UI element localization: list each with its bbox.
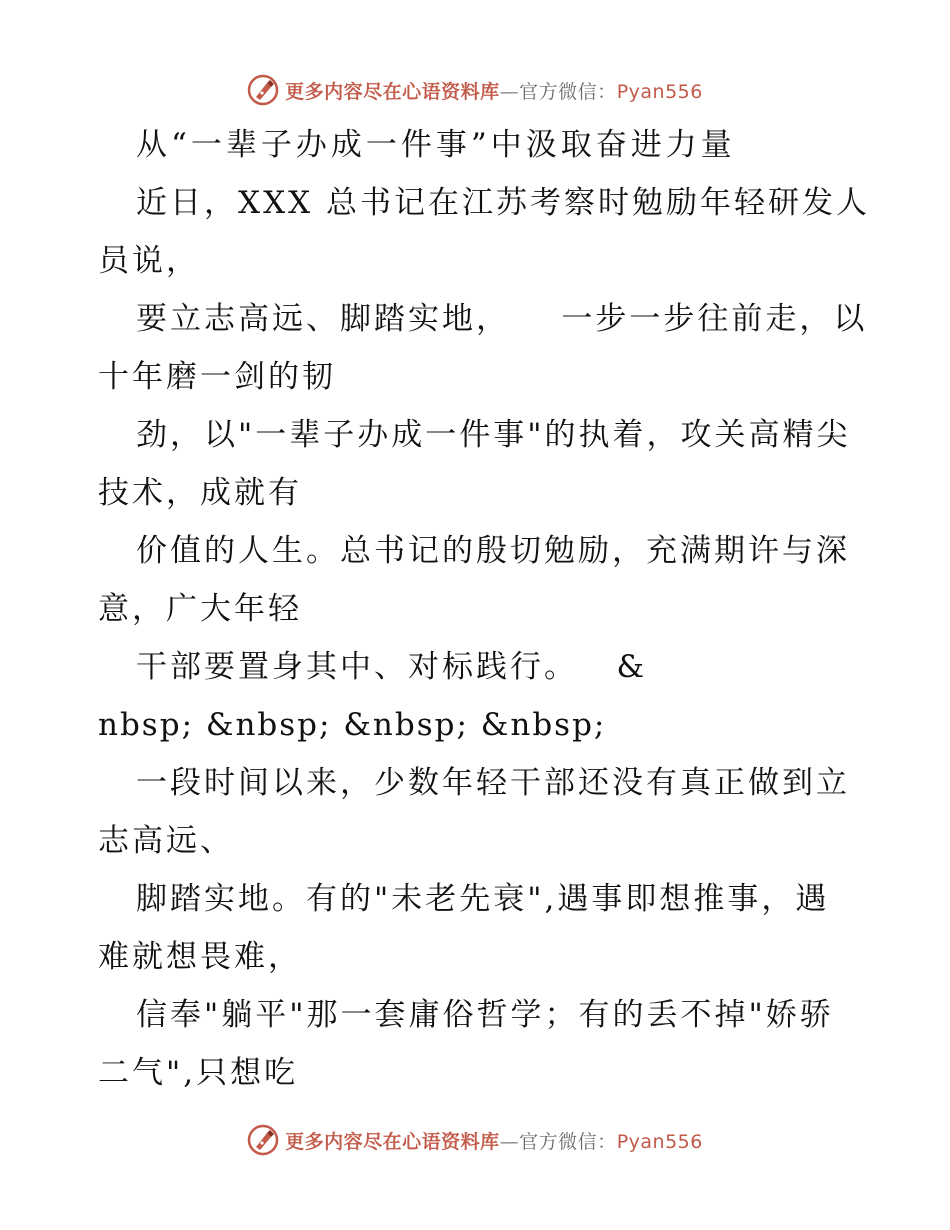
paragraph-line: 劲，以"一辈子办成一件事"的执着，攻关高精尖 (136, 417, 851, 453)
pen-nib-logo-icon (247, 1124, 279, 1156)
watermark-slogan: 更多内容尽在心语资料库 (285, 80, 500, 103)
watermark-dash: — (499, 80, 520, 103)
paragraph-line: 价值的人生。总书记的殷切勉励，充满期许与深 (136, 533, 850, 569)
watermark-wechat-label: 官方微信： (519, 1130, 617, 1153)
pen-nib-logo-icon (247, 74, 279, 106)
document-title: 从“一辈子办成一件事”中汲取奋进力量 (136, 127, 736, 163)
watermark-slogan: 更多内容尽在心语资料库 (285, 1130, 500, 1153)
paragraph-line: 脚踏实地。有的"未老先衰",遇事即想推事，遇 (136, 881, 830, 917)
paragraph-line: 技术，成就有 (98, 475, 302, 511)
paragraph-line: 十年磨一剑的韧 (98, 359, 336, 395)
paragraph-line: 员说， (98, 243, 200, 279)
paragraph-line: 志高远、 (98, 823, 234, 859)
watermark-text (285, 1127, 703, 1154)
paragraph-line: 干部要置身其中、对标践行。 & (136, 649, 648, 685)
watermark-text (285, 77, 703, 104)
watermark-wechat-id: Pyan556 (616, 80, 703, 103)
header-watermark (0, 70, 950, 110)
paragraph-line: 一段时间以来，少数年轻干部还没有真正做到立 (136, 765, 850, 801)
paragraph-line: 要立志高远、脚踏实地， 一步一步往前走，以 (136, 301, 868, 337)
paragraph-line: 二气",只想吃 (98, 1055, 299, 1091)
watermark-dash: — (499, 1130, 520, 1153)
paragraph-line: 近日，XXX 总书记在江苏考察时勉励年轻研发人 (136, 185, 871, 221)
watermark-wechat-id: Pyan556 (616, 1130, 703, 1153)
paragraph-line: 难就想畏难， (98, 939, 302, 975)
document-body (98, 116, 871, 1102)
paragraph-line: nbsp; &nbsp; &nbsp; &nbsp; (98, 707, 607, 743)
paragraph-line: 信奉"躺平"那一套庸俗哲学；有的丢不掉"娇骄 (136, 997, 834, 1033)
watermark-wechat-label: 官方微信： (519, 80, 617, 103)
paragraph-line: 意，广大年轻 (98, 591, 302, 627)
footer-watermark (0, 1120, 950, 1160)
